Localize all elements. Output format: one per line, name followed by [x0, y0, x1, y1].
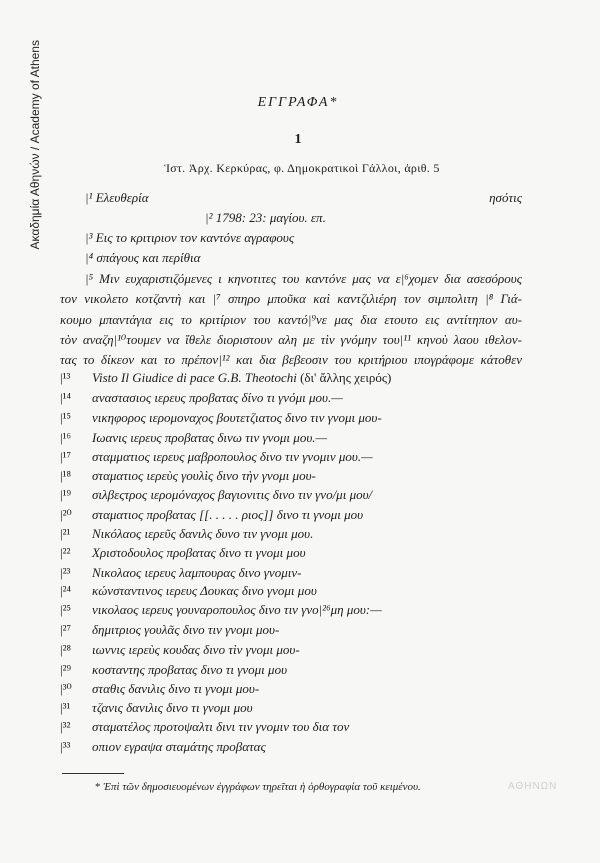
- signature-text: νικολαος ιερευς γουναροπουλος δινο τιν γνο|²⁶μη μου:—: [92, 602, 382, 617]
- line-1: |¹ Ελευθερία: [85, 190, 149, 205]
- line-marker: |²⁸: [60, 642, 72, 657]
- signature-line: [60, 600, 382, 620]
- signature-line: [60, 620, 279, 640]
- visto-line: [60, 368, 391, 388]
- line-marker: |²⁷: [60, 622, 72, 637]
- signature-line: [60, 447, 373, 467]
- line-marker: |³²: [60, 719, 71, 734]
- signature-line: [60, 698, 253, 718]
- signature-line: [60, 388, 343, 408]
- signature-text: κοσταντης προβατας δινο τι γνομι μου: [92, 662, 288, 677]
- line-marker: |¹⁶: [60, 430, 72, 445]
- line-marker: |¹⁵: [60, 410, 72, 425]
- signature-line: [60, 466, 316, 486]
- line-marker: |³⁰: [60, 681, 72, 696]
- signature-line: [60, 505, 363, 525]
- signature-text: σταθις δανιλις δινο τι γνομι μου-: [92, 681, 260, 696]
- signature-text: ιωννις ιερεὺς κουδας δινο τὶν γνομι μου-: [92, 642, 300, 657]
- signature-line: [60, 679, 259, 699]
- paragraph-line: κουμο μπαντάγια εις το κριτίριον του καντό|⁹νε μας δια ετουτο εις αντίτηπον αυ-: [60, 312, 522, 327]
- paragraph-line: τον νικολετο κοτζαντὴ και |⁷ σπηρο μποῦκα καὶ καντζιλιέρη τον σιμπολιτη |⁸ Γιά-: [60, 291, 522, 306]
- signature-text: σταματιος προβατας [[. . . . . ριος]] δινο τι γνομι μου: [92, 507, 364, 522]
- line-marker: |²⁴: [60, 583, 72, 598]
- line-marker: |¹⁷: [60, 449, 72, 464]
- signature-text: σταμματιος ιερευς μαβροπουλος δινο τιν γνομιν μου.—: [92, 449, 373, 464]
- line-marker: |¹⁹: [60, 487, 72, 502]
- signature-line: [60, 660, 287, 680]
- signature-line: [60, 737, 266, 757]
- signature-text: Νικολαος ιερευς λαμπουρας δινο γνομιν-: [92, 565, 302, 580]
- signature-line: [60, 543, 306, 563]
- signature-text: κώνσταντινος ιερευς Δουκας δινο γνομι μου: [92, 583, 317, 598]
- visto-note: (δι' ἄλλης χειρός): [300, 370, 392, 385]
- line-marker: |³¹: [60, 700, 71, 715]
- line-marker: |²³: [60, 565, 71, 580]
- signature-text: τζανις δανιλις δινο τι γνομι μου: [92, 700, 253, 715]
- line-2-date: |² 1798: 23: μαγίου. επ.: [205, 210, 326, 225]
- footnote-divider: [62, 773, 124, 774]
- archive-side-label: Ακαδημία Αθηνών / Academy of Athens: [28, 40, 42, 250]
- line-marker: |³³: [60, 739, 71, 754]
- signature-text: δημιτριος γουλᾶς δινο τιν γνομι μου-: [92, 622, 280, 637]
- line-marker: |¹³: [60, 370, 71, 385]
- signature-line: [60, 717, 349, 737]
- signature-line: [60, 485, 372, 505]
- line-marker: |²¹: [60, 526, 71, 541]
- line-3-address: |³ Εις το κριτιριον τον καντόνε αγραφους: [85, 230, 295, 245]
- archive-source-reference: Ἱστ. Ἀρχ. Κερκύρας, φ. Δημοκρατικοὶ Γάλλοι, ἀριθ. 5: [164, 161, 440, 175]
- signature-line: [60, 581, 317, 601]
- signature-text: σταματέλος προτοψαλτι δινι τιν γνομιν του δια τον: [92, 719, 350, 734]
- line-marker: |²⁰: [60, 507, 72, 522]
- library-watermark: ΑΘΗΝΩΝ: [508, 781, 558, 792]
- line-1-right-word: ησότις: [489, 190, 522, 205]
- footnote: [95, 780, 421, 794]
- paragraph-line: τας το δίκεον και το πρέπον|¹² και δια βεβεοσιν του κριτήριου ιπογράφομε κάτοθεν: [60, 352, 522, 367]
- signature-text: σταματιος ιερεὺς γουλὶς δινο τὴν γνομι μου-: [92, 468, 316, 483]
- line-4-address: |⁴ σπάγους και περίθια: [85, 250, 201, 265]
- line-marker: |²²: [60, 545, 71, 560]
- signature-text: Χριστοδουλος προβατας δινο τι γνομι μου: [92, 545, 306, 560]
- paragraph-line: |⁵ Μιν ευχαριστιζόμενες ι κηνοτιτες του καντόνε μας να ε|⁶χομεν δια ασεσόρους: [85, 271, 522, 286]
- signature-line: [60, 640, 300, 660]
- signature-text: αναστασιος ιερευς προβατας δίνο τι γνόμι μου.—: [92, 390, 343, 405]
- signature-line: [60, 428, 327, 448]
- section-title: ΕΓΓΡΑΦΑ*: [257, 95, 339, 110]
- footnote-mark: *: [95, 781, 101, 793]
- signature-line: [60, 563, 301, 583]
- signature-text: Νικόλαος ιερεῦς δανιλς δυνο τιν γνομι μου.: [92, 526, 314, 541]
- signature-line: [60, 524, 313, 544]
- signature-text: σιλβεςτρος ιερομόναχος βαγιονιτις δινο τιν γνο/μι μου/: [92, 487, 373, 502]
- line-marker: |²⁵: [60, 602, 72, 617]
- signature-text: Ιωανις ιερευς προβατας δινω τιν γνομι μου.—: [92, 430, 328, 445]
- paragraph-line: τὸν αναζη|¹⁰τουμεν να ἴθελε διοριστουν αλη με τὶν γνόμην του|¹¹ κηνοὺ λαου ιθελον-: [60, 332, 522, 347]
- line-marker: |¹⁴: [60, 390, 72, 405]
- line-marker: |¹⁸: [60, 468, 72, 483]
- signature-text: νικηφορος ιερομοναχος βουτετζιατος δινο τιν γνομι μου-: [92, 410, 382, 425]
- footnote-text: Ἐπὶ τῶν δημοσιευομένων ἐγγράφων τηρεῖται ἡ ὀρθογραφία τοῦ κειμένου.: [103, 781, 421, 793]
- line-marker: |²⁹: [60, 662, 72, 677]
- document-number: 1: [294, 132, 302, 147]
- signature-line: [60, 408, 382, 428]
- signature-text: οπιον εγραψα σταμάτης προβατας: [92, 739, 266, 754]
- visto-text: Visto Il Giudice di pace G.B. Theotochi: [92, 370, 297, 385]
